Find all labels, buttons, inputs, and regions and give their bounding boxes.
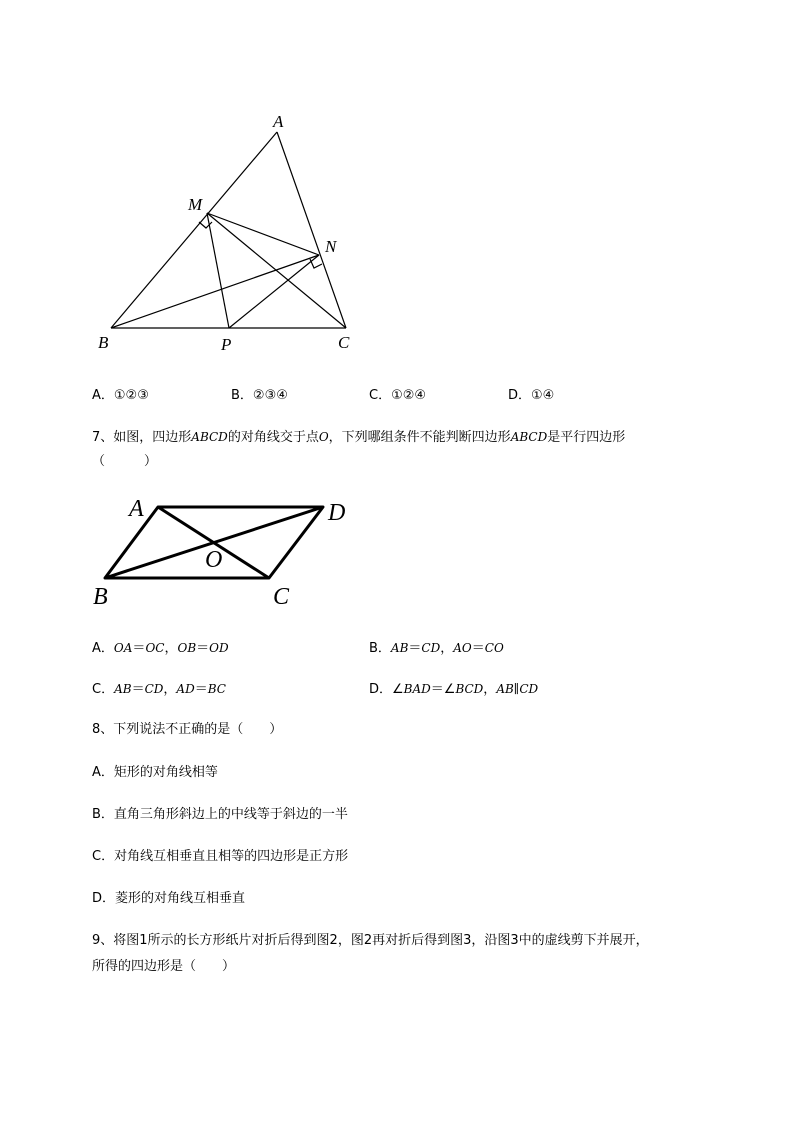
- option-letter: A．: [92, 641, 114, 656]
- label-P: P: [221, 335, 232, 354]
- stem-text: 如图，四边形: [113, 430, 192, 445]
- label-B: B: [93, 584, 108, 610]
- label-A: A: [273, 112, 284, 131]
- separator: ，: [483, 682, 497, 697]
- label-A: A: [129, 496, 144, 522]
- separator: ，: [440, 641, 454, 656]
- segment-name: AB: [496, 682, 514, 696]
- segment-name: CD: [519, 682, 539, 696]
- stem-text: 的对角线交于点: [227, 430, 319, 445]
- q7-option-d: [369, 680, 538, 699]
- q8-stem: 8、下列说法不正确的是（ ）: [92, 722, 283, 737]
- q7-answer-blank: （ ）: [92, 454, 158, 469]
- label-D: D: [328, 500, 346, 526]
- equals-sign: ＝: [430, 682, 444, 697]
- stem-text: ，下列哪组条件不能判断四边形: [328, 430, 511, 445]
- option-letter: A．: [92, 388, 114, 403]
- option-text: ①②③: [113, 388, 149, 403]
- label-C: C: [273, 584, 290, 610]
- option-text: ①④: [531, 388, 555, 403]
- segment-name: OB: [177, 641, 197, 655]
- option-letter: B．: [231, 388, 253, 403]
- segment-name: AB: [114, 682, 132, 696]
- segment-name: AO: [453, 641, 472, 655]
- equals-sign: ＝: [194, 682, 208, 697]
- segment-name: CO: [484, 641, 504, 655]
- angle-name: BAD: [403, 682, 431, 696]
- option-letter: C．: [369, 388, 392, 403]
- point-name: O: [318, 430, 329, 444]
- q8-option-c: C．对角线互相垂直且相等的四边形是正方形: [92, 849, 349, 864]
- option-text: ①②④: [391, 388, 427, 403]
- q7-option-c: [92, 680, 226, 699]
- equals-sign: ＝: [196, 641, 210, 656]
- equals-sign: ＝: [131, 682, 145, 697]
- q9-stem-line1: 9、将图1所示的长方形纸片对折后得到图2，图2再对折后得到图3，沿图3中的虚线剪下并展开，: [92, 933, 649, 948]
- question-number: 7、: [92, 430, 114, 445]
- label-M: M: [188, 195, 203, 214]
- q7-option-b: [369, 639, 504, 658]
- quad-name: ABCD: [510, 430, 548, 444]
- label-C: C: [338, 333, 350, 352]
- label-N: N: [325, 237, 337, 256]
- q8-option-b: B．直角三角形斜边上的中线等于斜边的一半: [92, 807, 348, 822]
- parallel-symbol: ∥: [513, 682, 520, 696]
- q9-stem-line2: 所得的四边形是（ ）: [92, 959, 236, 974]
- separator: ，: [164, 641, 178, 656]
- option-letter: C．: [92, 682, 115, 697]
- q7-option-a: [92, 639, 229, 658]
- angle-name: BCD: [455, 682, 484, 696]
- option-text: ②③④: [252, 388, 288, 403]
- label-O: O: [205, 547, 223, 573]
- segment-name: OA: [113, 641, 133, 655]
- option-letter: D．: [369, 682, 393, 697]
- equals-sign: ＝: [471, 641, 485, 656]
- separator: ，: [163, 682, 177, 697]
- stem-text: 是平行四边形: [547, 430, 626, 445]
- label-B: B: [98, 333, 109, 352]
- q8-option-d: D．菱形的对角线互相垂直: [92, 891, 246, 906]
- equals-sign: ＝: [408, 641, 422, 656]
- angle-symbol: ∠: [443, 682, 456, 697]
- equals-sign: ＝: [132, 641, 146, 656]
- q8-option-a: A．矩形的对角线相等: [92, 765, 218, 780]
- segment-name: OD: [209, 641, 229, 655]
- segment-name: AD: [176, 682, 195, 696]
- option-letter: B．: [369, 641, 391, 656]
- segment-name: AB: [390, 641, 409, 655]
- segment-name: OC: [145, 641, 165, 655]
- option-letter: D．: [508, 388, 532, 403]
- segment-name: BC: [207, 682, 226, 696]
- angle-symbol: ∠: [392, 682, 404, 697]
- segment-name: CD: [144, 682, 164, 696]
- quad-name: ABCD: [191, 430, 228, 444]
- segment-name: CD: [421, 641, 441, 655]
